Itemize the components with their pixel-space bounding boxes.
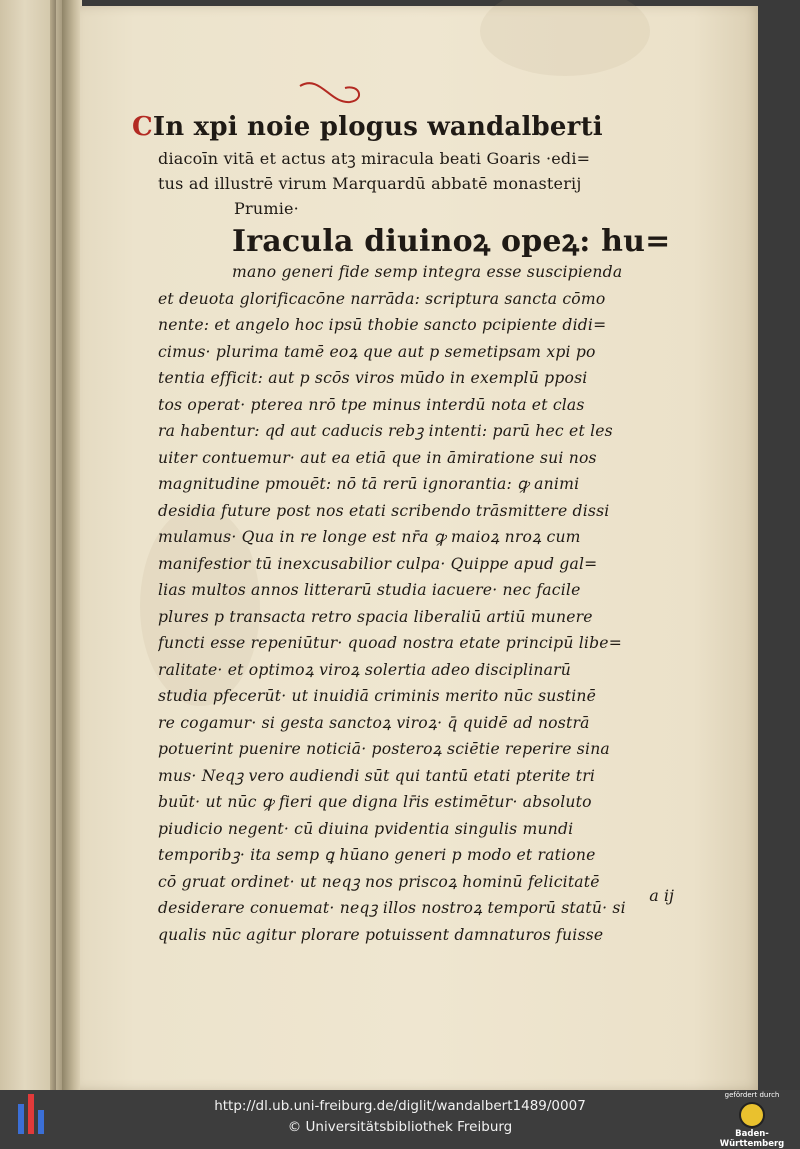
body-line: piudicio negent· cū diuina pvidentia singulis mundi: [158, 819, 574, 838]
body-line: manifestior tū inexcusabilior culpa· Quippe apud gal=: [158, 554, 598, 573]
body-line: magnitudine pmouēt: nō tā rerū ignorantia: ꝙ animi: [158, 475, 580, 493]
body-line: uiter contuemur· aut ea etiā que in āmiratione sui nos: [158, 448, 597, 467]
rubric-initial: C: [132, 112, 153, 142]
body-line: desiderare conuemat· neqꝫ illos nostroꝝ temporū statū· si: [158, 899, 626, 917]
body-line: plures p transacta retro spacia liberaliū artiū munere: [158, 607, 593, 626]
book-gutter: [62, 0, 82, 1090]
body-line: functi esse repeniūtur· quoad nostra etate principū libe=: [158, 634, 622, 652]
left-page-edge: [0, 0, 62, 1090]
body-line: lias multos annos litterarū studia iacuere· nec facile: [158, 581, 581, 599]
body-line: qualis nūc agitur plorare potuissent damnaturos fuisse: [158, 925, 604, 944]
body-line: cō gruat ordinet· ut neqꝫ nos priscoꝝ hominū felicitatē: [158, 872, 600, 891]
body-line: re cogamur· si gesta sanctoꝝ viroꝝ· q̄ quidē ad nostrā: [158, 713, 590, 732]
copyright-text: © Universitätsbibliothek Freiburg: [287, 1119, 513, 1135]
body-line: mano generi fide semp integra esse suscipienda: [232, 263, 623, 281]
footer-bar: [0, 1090, 800, 1149]
body-line: nente: et angelo hoc ipsū thobie sancto pcipiente didi=: [158, 316, 607, 334]
body-line: studia pfecerūt· ut inuidiā criminis merito nūc sustinē: [158, 687, 597, 705]
catchword: a ij: [649, 886, 674, 905]
body-line: tentia efficit: aut p scōs viros mūdo in exemplū pposi: [158, 369, 588, 387]
permalink-url[interactable]: http://dl.ub.uni-freiburg.de/diglit/wandalbert1489/0007: [214, 1098, 586, 1114]
body-line: cimus· plurima tamē eoꝝ que aut p semetipsam xpi po: [158, 342, 596, 361]
body-line: mus· Neqꝫ vero audiendi sūt qui tantū etati pterite tri: [158, 766, 596, 785]
body-line: ra habentur: qd aut caducis rebꝫ intenti: parū hec et les: [158, 422, 613, 440]
heading-text: In xpi noie plogus wandalberti: [152, 112, 603, 142]
heading-line: [132, 108, 662, 146]
big-initial-line: Iracula diuinoꝝ opeꝝ: hu=: [232, 224, 671, 259]
body-line: desidia future post nos etati scribendo trāsmittere dissi: [158, 501, 610, 520]
intro-block: [132, 146, 662, 221]
body-text: [132, 259, 662, 948]
manuscript-text: [132, 108, 671, 948]
sponsor-logo[interactable]: [710, 1090, 794, 1149]
body-line: buūt· ut nūc ꝙ fieri que digna lr̄is estimētur· absoluto: [158, 793, 592, 811]
sponsor-small-text: gefördert durch: [724, 1091, 780, 1099]
intro-line: tus ad illustrē virum Marquardū abbatē monasterij: [158, 174, 582, 193]
sponsor-name: Baden-Württemberg: [719, 1129, 785, 1149]
intro-line: Prumie·: [234, 199, 299, 218]
intro-line: diacoīn vitā et actus atꝫ miracula beati Goaris ·edi=: [158, 149, 591, 168]
body-line: tos operat· pterea nrō tpe minus interdū nota et clas: [158, 395, 585, 414]
body-line: potuerint puenire noticiā· posteroꝝ sciētie reperire sina: [158, 740, 610, 758]
body-line: ralitate· et optimoꝝ viroꝝ solertia adeo disciplinarū: [158, 660, 572, 679]
state-seal-icon: [739, 1102, 765, 1128]
body-line: mulamus· Qua in re longe est nr̄a ꝙ maioꝝ nroꝝ cum: [158, 528, 581, 546]
body-line: et deuota glorificacōne narrāda: scriptura sancta cōmo: [158, 289, 606, 308]
body-line: temporibꝫ· ita semp ꝗ hūano generi p modo et ratione: [158, 846, 596, 864]
